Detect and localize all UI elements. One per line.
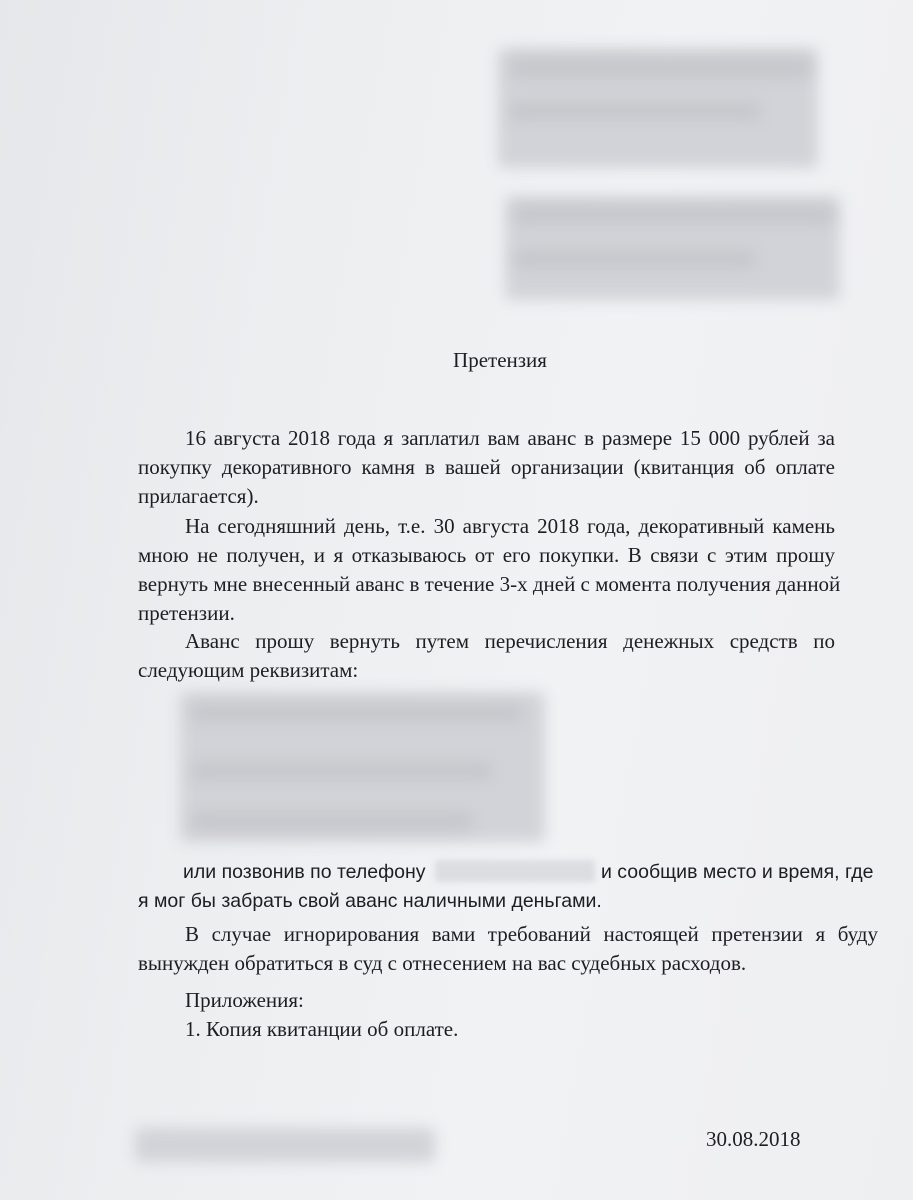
paragraph-line: мною не получен, и я отказываюсь от его покупки. В связи с этим прошу [138, 543, 835, 567]
redacted-recipient-line [510, 58, 810, 78]
paragraph-line: я мог бы забрать свой аванс наличными деньгами. [138, 890, 602, 912]
paragraph-line: вынужден обратиться в суд с отнесением на вас судебных расходов. [138, 951, 747, 975]
paragraph-line: На сегодняшний день, т.е. 30 августа 2018 года, декоративный камень [185, 514, 835, 538]
document-date: 30.08.2018 [706, 1127, 801, 1151]
paragraph-line: следующим реквизитам: [138, 658, 359, 682]
redacted-bank-line [192, 762, 492, 780]
paragraph-line: В случае игнорирования вами требований настоящей претензии я буду [185, 922, 878, 946]
redacted-phone-number [435, 860, 595, 882]
redacted-recipient-line [510, 102, 760, 120]
paragraph-line: Аванс прошу вернуть путем перечисления денежных средств по [185, 629, 835, 653]
redacted-signature [135, 1128, 435, 1162]
redacted-bank-line [192, 704, 522, 722]
document-title: Претензия [453, 348, 547, 372]
paragraph-line: прилагается). [138, 484, 259, 508]
paragraph-court-warning [138, 920, 878, 978]
redacted-sender-line [515, 250, 755, 268]
paragraph-refusal [138, 512, 841, 628]
phone-intro-text: или позвонив по телефону [183, 861, 426, 883]
paragraph-line: покупку декоративного камня в вашей организации (квитанция об оплате [138, 455, 835, 479]
phone-followup-text: и сообщив место и время, где [601, 861, 874, 883]
paragraph-return-method [138, 627, 835, 685]
redacted-sender-line [515, 206, 833, 224]
attachment-item: 1. Копия квитанции об оплате. [185, 1017, 459, 1041]
paragraph-advance-payment [138, 424, 835, 511]
paragraph-line: 16 августа 2018 года я заплатил вам аванс в размере 15 000 рублей за [185, 426, 835, 450]
attachments-heading: Приложения: [185, 988, 304, 1012]
paragraph-line: претензии. [138, 601, 235, 625]
paragraph-line: вернуть мне внесенный аванс в течение 3-х дней с момента получения данной [138, 572, 841, 596]
redacted-bank-line [192, 812, 472, 830]
